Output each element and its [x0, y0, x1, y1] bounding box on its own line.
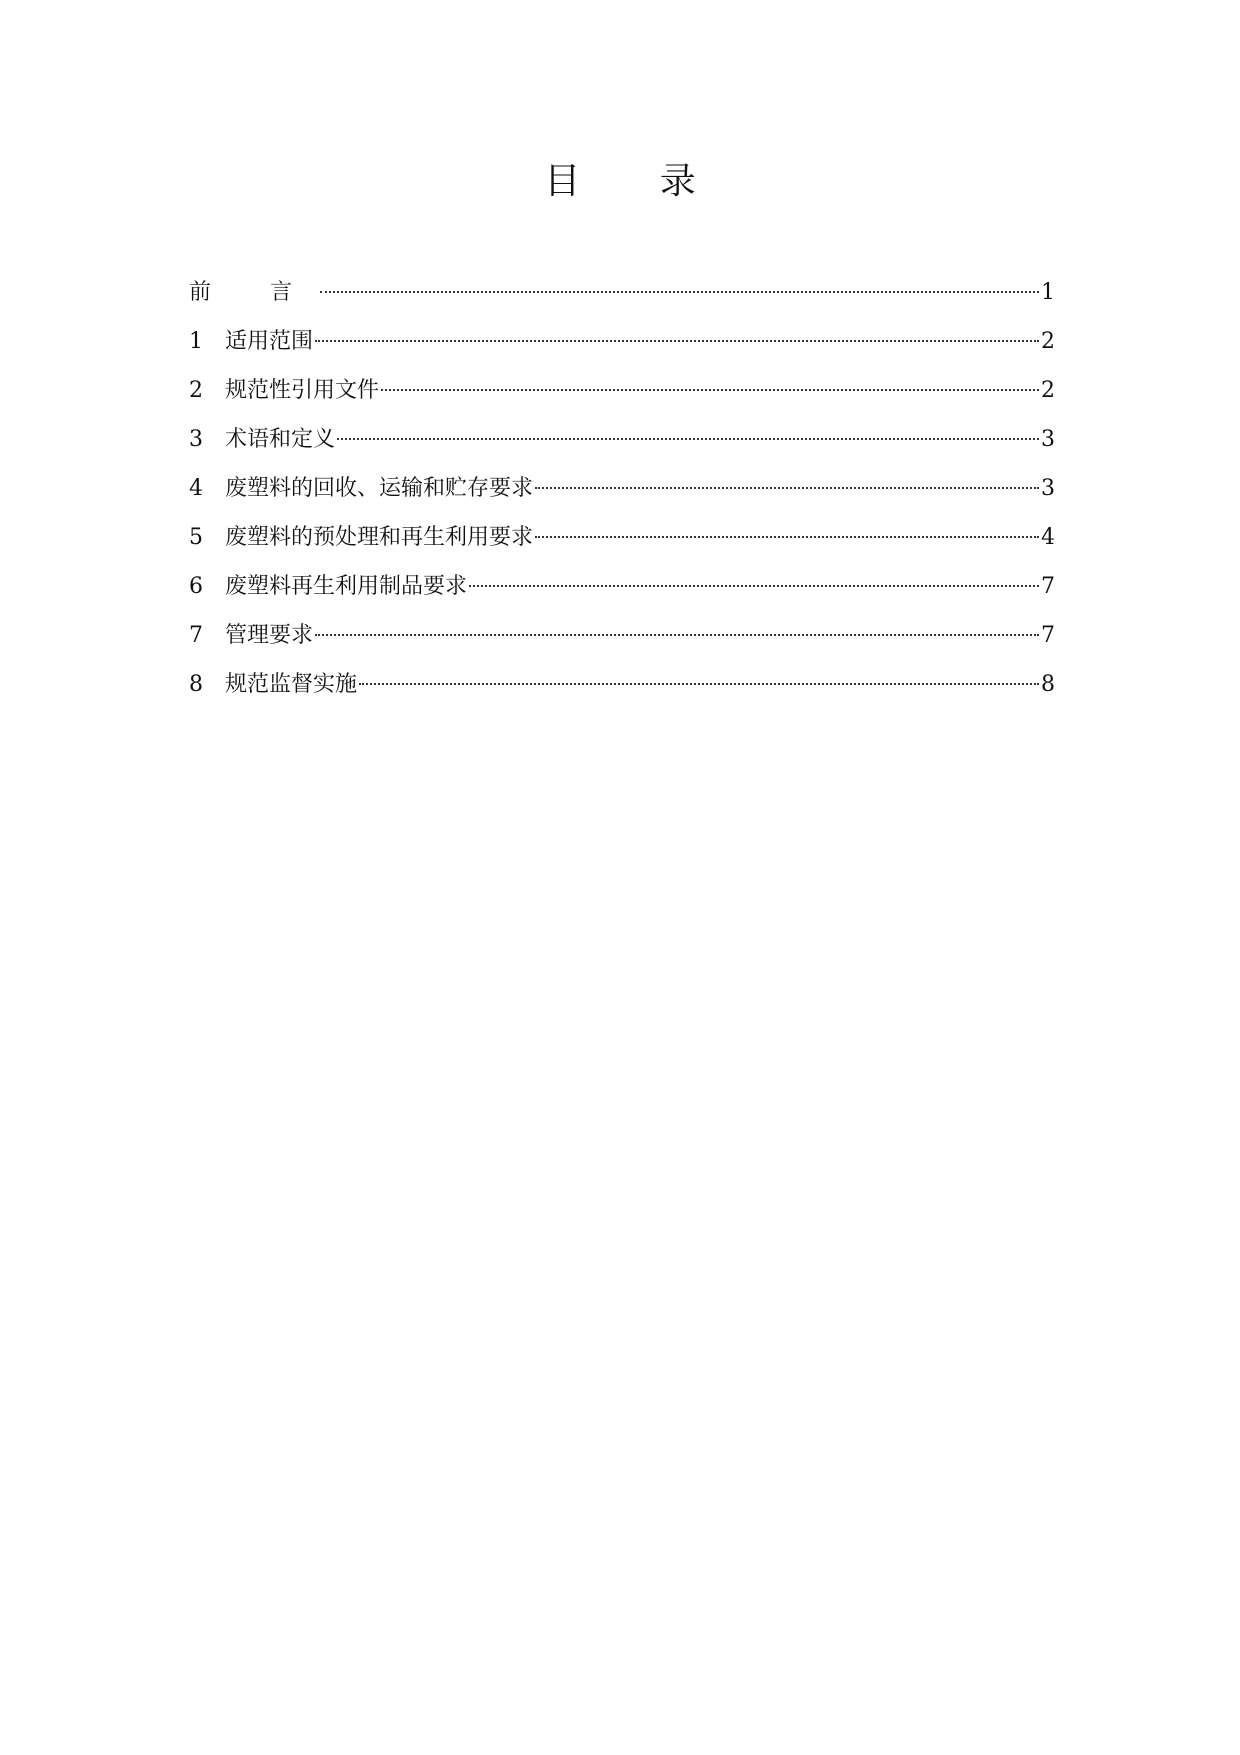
- toc-entry-number: 7: [189, 623, 203, 648]
- toc-entry-label: 前 言: [189, 280, 318, 305]
- toc-entry-page: 8: [1041, 672, 1055, 697]
- toc-entry-label: 管理要求: [225, 623, 314, 648]
- toc-entry-1[interactable]: [189, 317, 1055, 366]
- toc-entry-number: 5: [189, 525, 203, 550]
- toc-entry-6[interactable]: [189, 562, 1055, 611]
- toc-dot-leader: [315, 340, 1039, 342]
- toc-dot-leader: [535, 487, 1039, 489]
- toc-entry-label: 术语和定义: [225, 427, 336, 452]
- toc-entry-2[interactable]: [189, 366, 1055, 415]
- toc-entry-page: 3: [1041, 427, 1055, 452]
- toc-entry-number: 8: [189, 672, 203, 697]
- toc-dot-leader: [337, 438, 1039, 440]
- toc-entry-label: 废塑料再生利用制品要求: [225, 574, 468, 599]
- toc-entry-page: 4: [1041, 525, 1055, 550]
- toc-dot-leader: [359, 683, 1039, 685]
- toc-dot-leader: [469, 585, 1039, 587]
- toc-dot-leader: [320, 291, 1039, 293]
- toc-entry-label: 规范性引用文件: [225, 378, 380, 403]
- toc-entry-page: 1: [1041, 280, 1055, 305]
- toc-entry-page: 3: [1041, 476, 1055, 501]
- toc-entry-7[interactable]: [189, 611, 1055, 660]
- toc-entry-number: 1: [189, 329, 203, 354]
- toc-dot-leader: [381, 389, 1039, 391]
- toc-entry-5[interactable]: [189, 513, 1055, 562]
- toc-entry-preface[interactable]: [189, 268, 1055, 317]
- toc-entry-number: 6: [189, 574, 203, 599]
- toc-entry-label: 废塑料的预处理和再生利用要求: [225, 525, 534, 550]
- toc-entry-page: 2: [1041, 378, 1055, 403]
- toc-entry-page: 7: [1041, 574, 1055, 599]
- toc-entry-8[interactable]: [189, 660, 1055, 709]
- toc-dot-leader: [315, 634, 1039, 636]
- toc-entry-4[interactable]: [189, 464, 1055, 513]
- toc-entry-number: 3: [189, 427, 203, 452]
- toc-title: 目 录: [544, 161, 730, 202]
- toc-list: [189, 268, 1055, 709]
- toc-entry-page: 7: [1041, 623, 1055, 648]
- toc-entry-label: 适用范围: [225, 329, 314, 354]
- toc-entry-number: 4: [189, 476, 203, 501]
- toc-entry-number: 2: [189, 378, 203, 403]
- toc-dot-leader: [535, 536, 1039, 538]
- toc-entry-label: 规范监督实施: [225, 672, 358, 697]
- toc-entry-page: 2: [1041, 329, 1055, 354]
- toc-entry-3[interactable]: [189, 415, 1055, 464]
- toc-entry-label: 废塑料的回收、运输和贮存要求: [225, 476, 534, 501]
